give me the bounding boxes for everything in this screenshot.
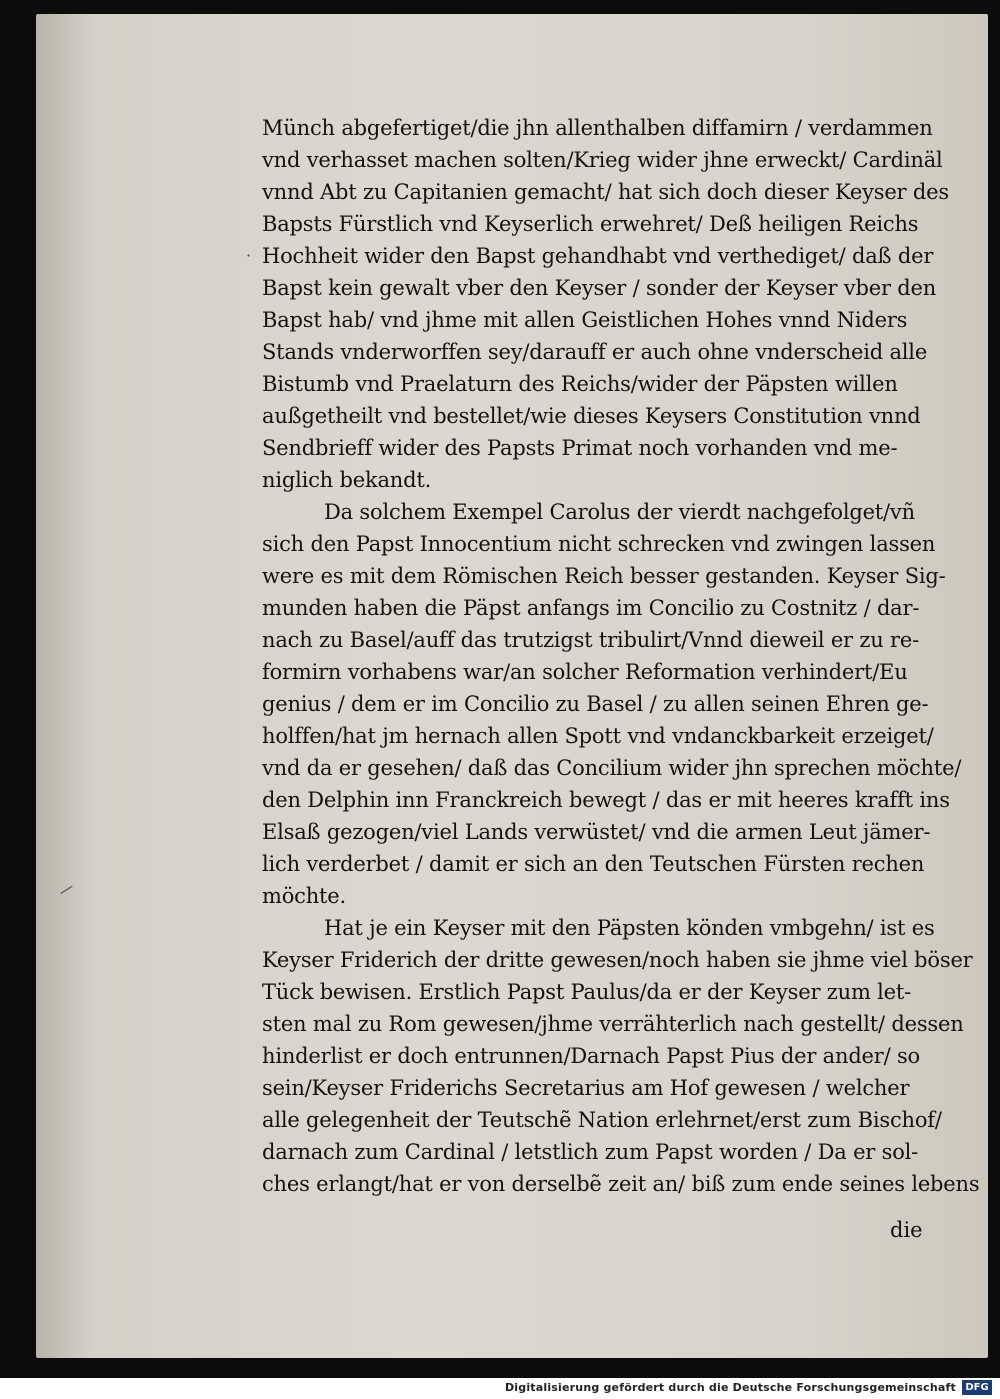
catchword: die xyxy=(890,1218,923,1242)
text-line: Elsaß gezogen/viel Lands verwüstet/ vnd die armen Leut jämer- xyxy=(262,820,931,844)
dfg-logo: DFG xyxy=(962,1380,992,1395)
text-line: Bapsts Fürstlich vnd Keyserlich erwehret/ Deß heiligen Reichs xyxy=(262,212,919,236)
text-line: Bapst hab/ vnd jhme mit allen Geistlichen Hohes vnnd Niders xyxy=(262,308,908,332)
text-line: were es mit dem Römischen Reich besser gestanden. Keyser Sig- xyxy=(262,564,946,588)
text-line: vnd da er gesehen/ daß das Concilium wider jhn sprechen möchte/ xyxy=(262,756,962,780)
text-line: ches erlangt/hat er von derselbẽ zeit an/ biß zum ende seines lebens xyxy=(262,1172,980,1196)
text-line: Münch abgefertiget/die jhn allenthalben diffamirn / verdammen xyxy=(262,116,933,140)
text-line: möchte. xyxy=(262,884,346,908)
text-line: vnd verhasset machen solten/Krieg wider jhne erweckt/ Cardinäl xyxy=(262,148,943,172)
text-line: Bistumb vnd Praelaturn des Reichs/wider der Päpsten willen xyxy=(262,372,898,396)
text-line: niglich bekandt. xyxy=(262,468,432,492)
text-line: Bapst kein gewalt vber den Keyser / sonder der Keyser vber den xyxy=(262,276,937,300)
text-line: holffen/hat jm hernach allen Spott vnd vndanckbarkeit erzeiget/ xyxy=(262,724,934,748)
text-line: hinderlist er doch entrunnen/Darnach Papst Pius der ander/ so xyxy=(262,1044,920,1068)
margin-mark: / xyxy=(58,880,75,899)
text-line: lich verderbet / damit er sich an den Teutschen Fürsten rechen xyxy=(262,852,925,876)
text-line: Da solchem Exempel Carolus der vierdt nachgefolget/vñ xyxy=(324,500,915,524)
text-line: sein/Keyser Friderichs Secretarius am Hof gewesen / welcher xyxy=(262,1076,910,1100)
text-line: Hat je ein Keyser mit den Päpsten könden vmbgehn/ ist es xyxy=(324,916,935,940)
page-body-text xyxy=(262,112,980,1200)
text-line: formirn vorhabens war/an solcher Reformation verhindert/Eu xyxy=(262,660,908,684)
text-line: Tück bewisen. Erstlich Papst Paulus/da er der Keyser zum let- xyxy=(262,980,912,1004)
text-line: außgetheilt vnd bestellet/wie dieses Keysers Constitution vnnd xyxy=(262,404,921,428)
text-line: genius / dem er im Concilio zu Basel / zu allen seinen Ehren ge- xyxy=(262,692,929,716)
text-line: Sendbrieff wider des Papsts Primat noch vorhanden vnd me- xyxy=(262,436,898,460)
text-line: Hochheit wider den Bapst gehandhabt vnd verthediget/ daß der xyxy=(262,244,934,268)
text-line: vnnd Abt zu Capitanien gemacht/ hat sich doch dieser Keyser des xyxy=(262,180,949,204)
text-line: sich den Papst Innocentium nicht schrecken vnd zwingen lassen xyxy=(262,532,936,556)
text-line: Keyser Friderich der dritte gewesen/noch haben sie jhme viel böser xyxy=(262,948,973,972)
text-line: munden haben die Päpst anfangs im Concilio zu Costnitz / dar- xyxy=(262,596,920,620)
text-line: darnach zum Cardinal / letstlich zum Papst worden / Da er sol- xyxy=(262,1140,919,1164)
footer-credit: Digitalisierung gefördert durch die Deutsche Forschungsgemeinschaft xyxy=(504,1381,956,1394)
text-line: Stands vnderworffen sey/darauff er auch ohne vnderscheid alle xyxy=(262,340,928,364)
text-line: alle gelegenheit der Teutschẽ Nation erlehrnet/erst zum Bischof/ xyxy=(262,1108,942,1132)
text-line: nach zu Basel/auff das trutzigst tribulirt/Vnnd dieweil er zu re- xyxy=(262,628,920,652)
text-line: den Delphin inn Franckreich bewegt / das er mit heeres krafft ins xyxy=(262,788,950,812)
text-line: sten mal zu Rom gewesen/jhme verrähterlich nach gestellt/ dessen xyxy=(262,1012,964,1036)
margin-mark: · xyxy=(246,246,252,265)
